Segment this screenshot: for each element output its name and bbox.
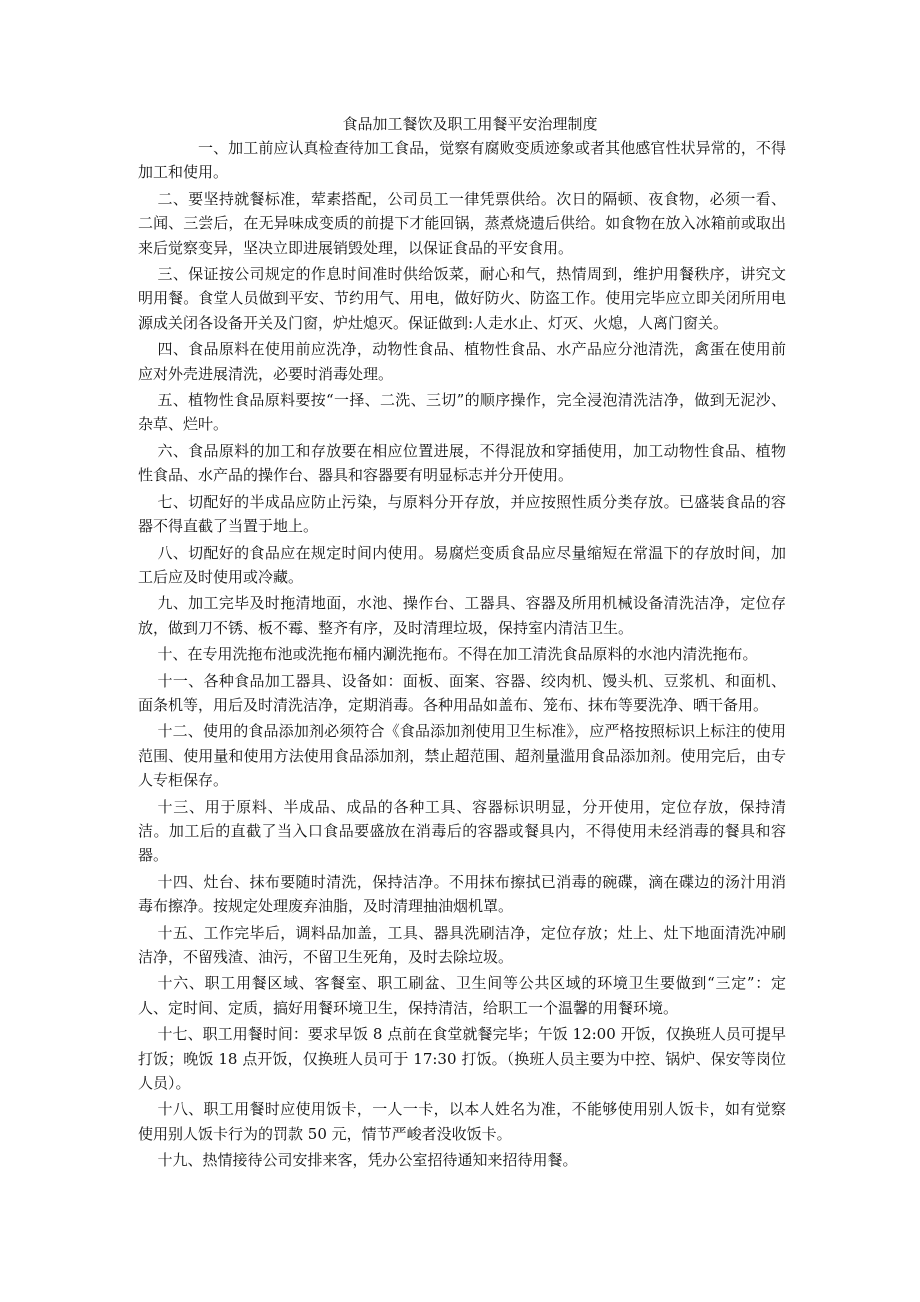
clause-18: 十八、职工用餐时应使用饭卡，一人一卡，以本人姓名为准，不能够使用别人饭卡，如有觉察使用别人饭卡行为的罚款 50 元，情节严峻者没收饭卡。 bbox=[138, 1100, 786, 1143]
clause-11: 十一、各种食品加工器具、设备如：面板、面案、容器、绞肉机、馒头机、豆浆机、和面机、面条机等，用后及时清洗洁净，定期消毒。各种用品如盖布、笼布、抹布等要洗净、晒干备用。 bbox=[138, 671, 786, 714]
clause-1: 一、加工前应认真检查待加工食品，觉察有腐败变质迹象或者其他感官性状异常的，不得加工和使用。 bbox=[138, 139, 786, 182]
clause-9: 九、加工完毕及时拖清地面，水池、操作台、工器具、容器及所用机械设备清洗洁净，定位存放，做到刀不锈、板不霉、整齐有序，及时清理垃圾，保持室内清洁卫生。 bbox=[138, 594, 786, 637]
document-page bbox=[138, 112, 786, 1175]
clause-19: 十九、热情接待公司安排来客，凭办公室招待通知来招待用餐。 bbox=[157, 1151, 578, 1170]
clause-8: 八、切配好的食品应在规定时间内使用。易腐烂变质食品应尽量缩短在常温下的存放时间，加工后应及时使用或冷藏。 bbox=[138, 543, 786, 586]
clause-13: 十三、用于原料、半成品、成品的各种工具、容器标识明显，分开使用，定位存放，保持清洁。加工后的直截了当入口食品要盛放在消毒后的容器或餐具内，不得使用未经消毒的餐具和容器。 bbox=[138, 797, 786, 865]
clause-17: 十七、职工用餐时间：要求早饭 8 点前在食堂就餐完毕；午饭 12:00 开饭，仅换班人员可提早打饭；晚饭 18 点开饭，仅换班人员可于 17:30 打饭。（换班人员主要为中控、锅炉、保安等岗位人员）。 bbox=[138, 1025, 786, 1093]
clause-3: 三、保证按公司规定的作息时间准时供给饭菜，耐心和气，热情周到，维护用餐秩序，讲究文明用餐。食堂人员做到平安、节约用气、用电，做好防火、防盗工作。使用完毕应立即关闭所用电源成关闭各设备开关及门窗，炉灶熄灭。保证做到:人走水止、灯灭、火熄，人离门窗关。 bbox=[138, 265, 786, 332]
clause-14: 十四、灶台、抹布要随时清洗，保持洁净。不用抹布擦拭已消毒的碗碟，滴在碟边的汤汁用消毒布擦净。按规定处理废弃油脂，及时清理抽油烟机罩。 bbox=[138, 872, 786, 916]
clause-5: 五、植物性食品原料要按“一择、二洗、三切”的顺序操作，完全浸泡清洗洁净，做到无泥沙、杂草、烂叶。 bbox=[138, 391, 786, 434]
clause-4: 四、食品原料在使用前应洗净，动物性食品、植物性食品、水产品应分池清洗，禽蛋在使用前应对外壳进展清洗，必要时消毒处理。 bbox=[138, 340, 786, 383]
document-title: 食品加工餐饮及职工用餐平安治理制度 bbox=[342, 115, 598, 133]
clause-2: 二、要坚持就餐标准，荤素搭配，公司员工一律凭票供给。次日的隔顿、夜食物，必须一看、二闻、三尝后，在无异味成变质的前提下才能回锅，蒸煮烧遗后供给。如食物在放入冰箱前或取出来后觉察变异，坚决立即进展销毁处理，以保证食品的平安食用。 bbox=[138, 189, 786, 257]
clause-16: 十六、职工用餐区域、客餐室、职工刷盆、卫生间等公共区域的环境卫生要做到“三定”：定人、定时间、定质，搞好用餐环境卫生，保持清洁，给职工一个温馨的用餐环境。 bbox=[138, 974, 786, 1017]
clause-10: 十、在专用洗拖布池或洗拖布桶内涮洗拖布。不得在加工清洗食品原料的水池内清洗拖布。 bbox=[157, 645, 758, 664]
clause-6: 六、食品原料的加工和存放要在相应位置进展，不得混放和穿插使用，加工动物性食品、植物性食品、水产品的操作台、器具和容器要有明显标志并分开使用。 bbox=[138, 441, 786, 485]
clause-12: 十二、使用的食品添加剂必须符合《食品添加剂使用卫生标准》，应严格按照标识上标注的使用范围、使用量和使用方法使用食品添加剂，禁止超范围、超剂量滥用食品添加剂。使用完后，由专人专柜保存。 bbox=[138, 722, 786, 790]
clause-7: 七、切配好的半成品应防止污染，与原料分开存放，并应按照性质分类存放。已盛装食品的容器不得直截了当置于地上。 bbox=[138, 492, 786, 536]
clause-15: 十五、工作完毕后，调料品加盖，工具、器具洗刷洁净，定位存放；灶上、灶下地面清洗冲刷洁净，不留残渣、油污，不留卫生死角，及时去除垃圾。 bbox=[138, 923, 786, 966]
